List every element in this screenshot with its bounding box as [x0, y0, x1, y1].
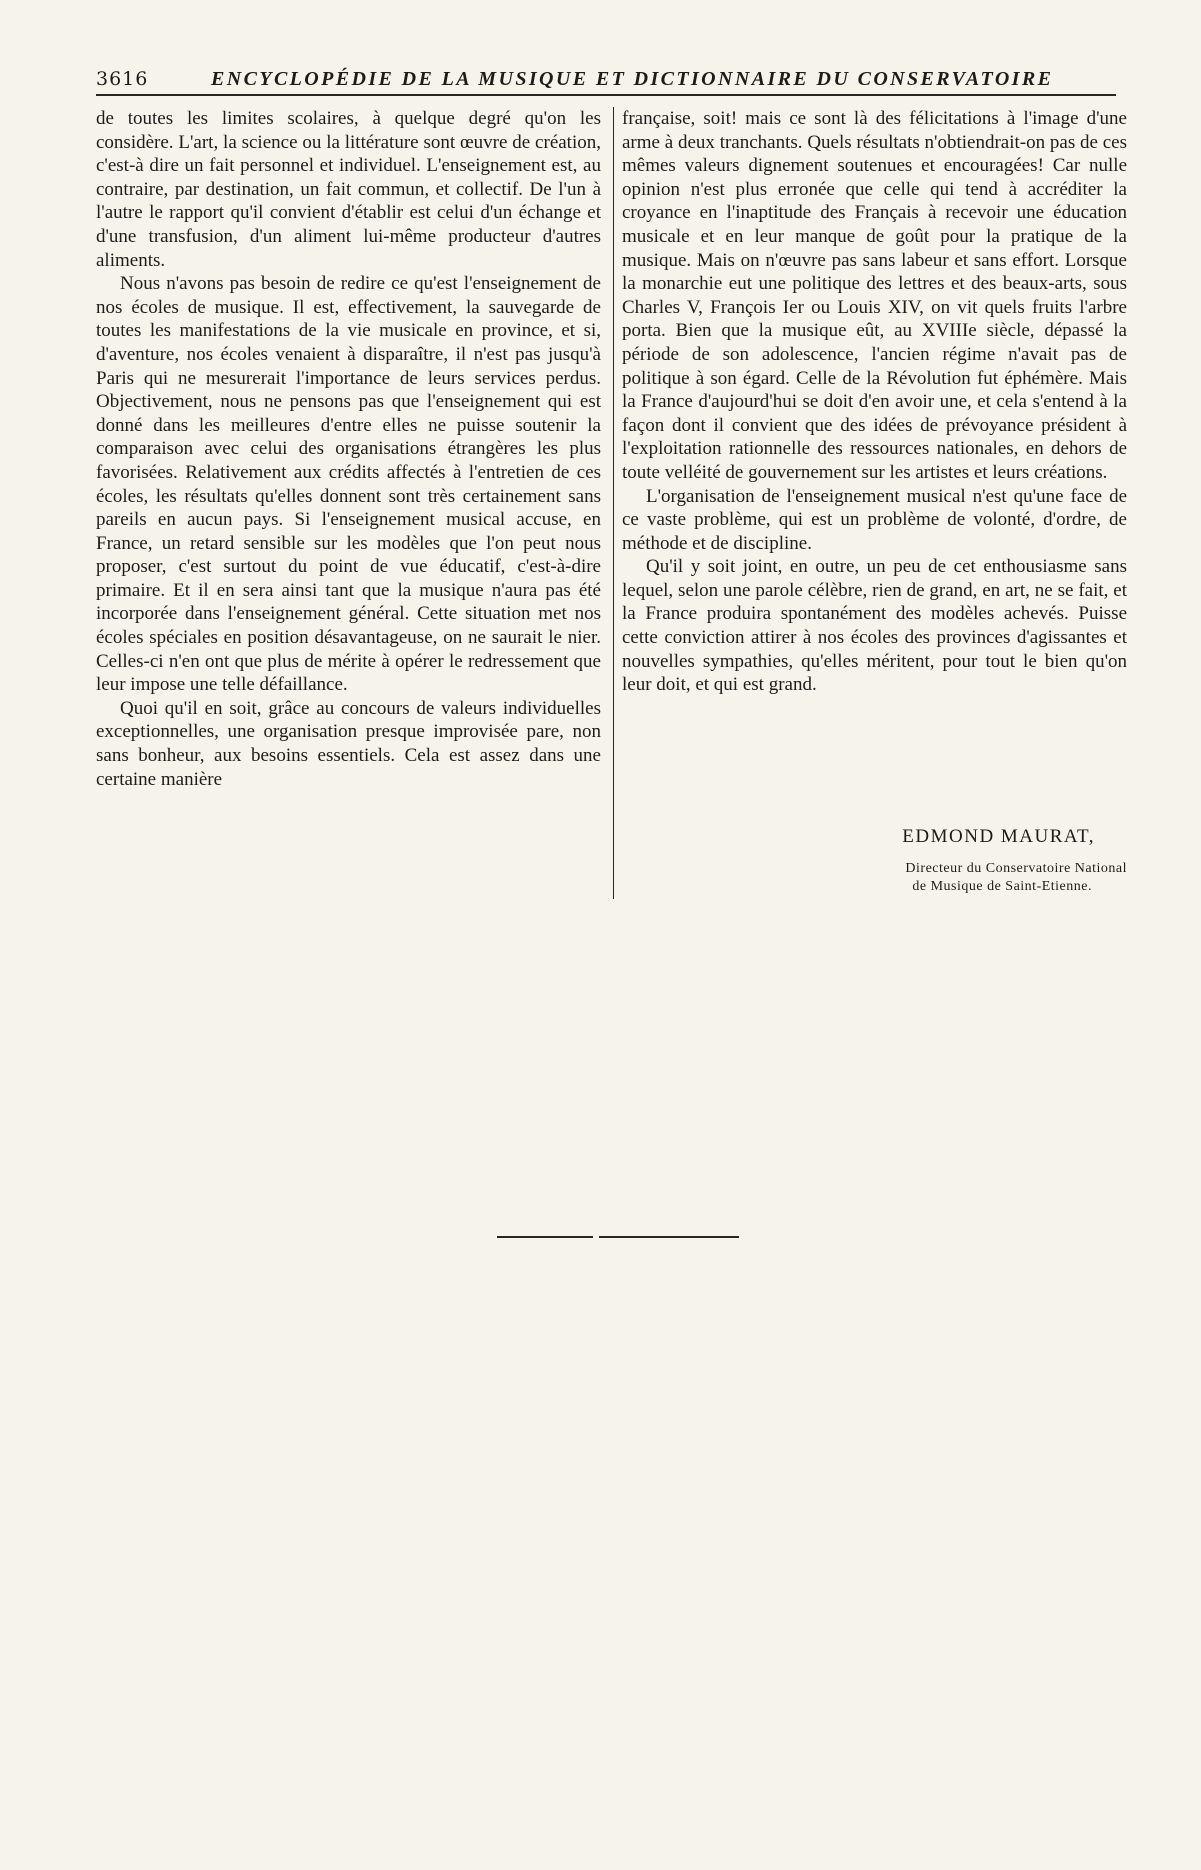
- author-name: EDMOND MAURAT,: [902, 826, 1095, 847]
- paragraph: Quoi qu'il en soit, grâce au concours de valeurs individuelles exceptionnelles, une organisation presque improvisée pare, non sans bonheur, aux besoins essentiels. Cela est assez dans une certaine manière: [96, 697, 601, 790]
- author-title-line: Directeur du Conservatoire National: [905, 861, 1127, 876]
- left-column: [96, 107, 601, 791]
- paragraph: Qu'il y soit joint, en outre, un peu de cet enthousiasme sans lequel, selon une parole célèbre, rien de grand, en art, ne se fait, et la France produira spontanément des modèles achevés. Puisse cette conviction attirer à nos écoles des provinces d'agissantes et nouvelles sympathies, qu'elles méritent, pour tout le bien qu'on leur doit, et qui est grand.: [622, 556, 1127, 696]
- author-title-line: de Musique de Saint-Etienne.: [912, 879, 1092, 894]
- author-affiliation: [622, 860, 1127, 896]
- page-number: 3616: [96, 68, 149, 90]
- end-rule: [599, 1236, 739, 1238]
- paragraph: française, soit! mais ce sont là des félicitations à l'image d'une arme à deux tranchants. Quels résultats n'obtiendrait-on pas de ces mêmes valeurs dignement soutenues et encouragées! Car nulle opinion n'est plus erronée que celle qui tend à accréditer la croyance en l'inaptitude des Français à recevoir une éducation musicale et en leur manque de goût pour la pratique de la musique. Mais on n'œuvre pas sans labeur et sans effort. Lorsque la monarchie eut une politique des lettres et des beaux-arts, sous Charles V, François Ier ou Louis XIV, on vit quels fruits l'arbre porta. Bien que la musique eût, au XVIIIe siècle, dépassé la période de son adolescence, l'ancien régime n'avait pas de politique à son égard. Celle de la Révolution fut éphémère. Mais la France d'aujourd'hui se doit d'en avoir une, et cela s'entend à la façon dont il convient que des idées de prévoyance président à l'exploitation rationnelle des ressources nationales, en dehors de toute velléité de gouvernement sur les artistes et leurs créations.: [622, 108, 1127, 483]
- signature-block: [622, 826, 1127, 896]
- end-rule: [497, 1236, 593, 1238]
- paragraph: L'organisation de l'enseignement musical n'est qu'une face de ce vaste problème, qui est un problème de volonté, d'ordre, de méthode et de discipline.: [622, 485, 1127, 554]
- paragraph: de toutes les limites scolaires, à quelque degré qu'on les considère. L'art, la science ou la littérature sont œuvre de création, c'est-à dire un fait personnel et individuel. L'enseignement est, au contraire, par destination, un fait commun, et collectif. De l'un à l'autre le rapport qu'il convient d'établir est celui d'un échange et d'une transfusion, d'un aliment lui-même producteur d'autres aliments.: [96, 108, 601, 271]
- paragraph: Nous n'avons pas besoin de redire ce qu'est l'enseignement de nos écoles de musique. Il est, effectivement, la sauvegarde de toutes les manifestations de la vie musicale en province, et si, d'aventure, nos écoles venaient à disparaître, il n'est pas jusqu'à Paris qui ne mesurerait l'importance de leurs services perdus. Objectivement, nous ne pensons pas que l'enseignement qui est donné dans les meilleures d'entre elles ne puisse soutenir la comparaison avec celui des organisations étrangères les plus favorisées. Relativement aux crédits affectés à l'entretien de ces écoles, les résultats qu'elles donnent sont très certainement sans pareils en aucun pays. Si l'enseignement musical accuse, en France, un retard sensible sur les modèles que l'on peut nous proposer, c'est surtout du point de vue éducatif, c'est-à-dire primaire. Et il en sera ainsi tant que la musique n'aura pas été incorporée dans l'enseignement général. Cette situation met nos écoles spéciales en position désavantageuse, on ne saurait le nier. Celles-ci n'en ont que plus de mérite à opérer le redressement que leur impose une telle défaillance.: [96, 273, 601, 696]
- column-divider: [613, 107, 614, 899]
- right-column: [622, 107, 1127, 697]
- running-title: ENCYCLOPÉDIE DE LA MUSIQUE ET DICTIONNAIRE DU CONSERVATOIRE: [211, 68, 1054, 90]
- page-header: [96, 68, 1116, 96]
